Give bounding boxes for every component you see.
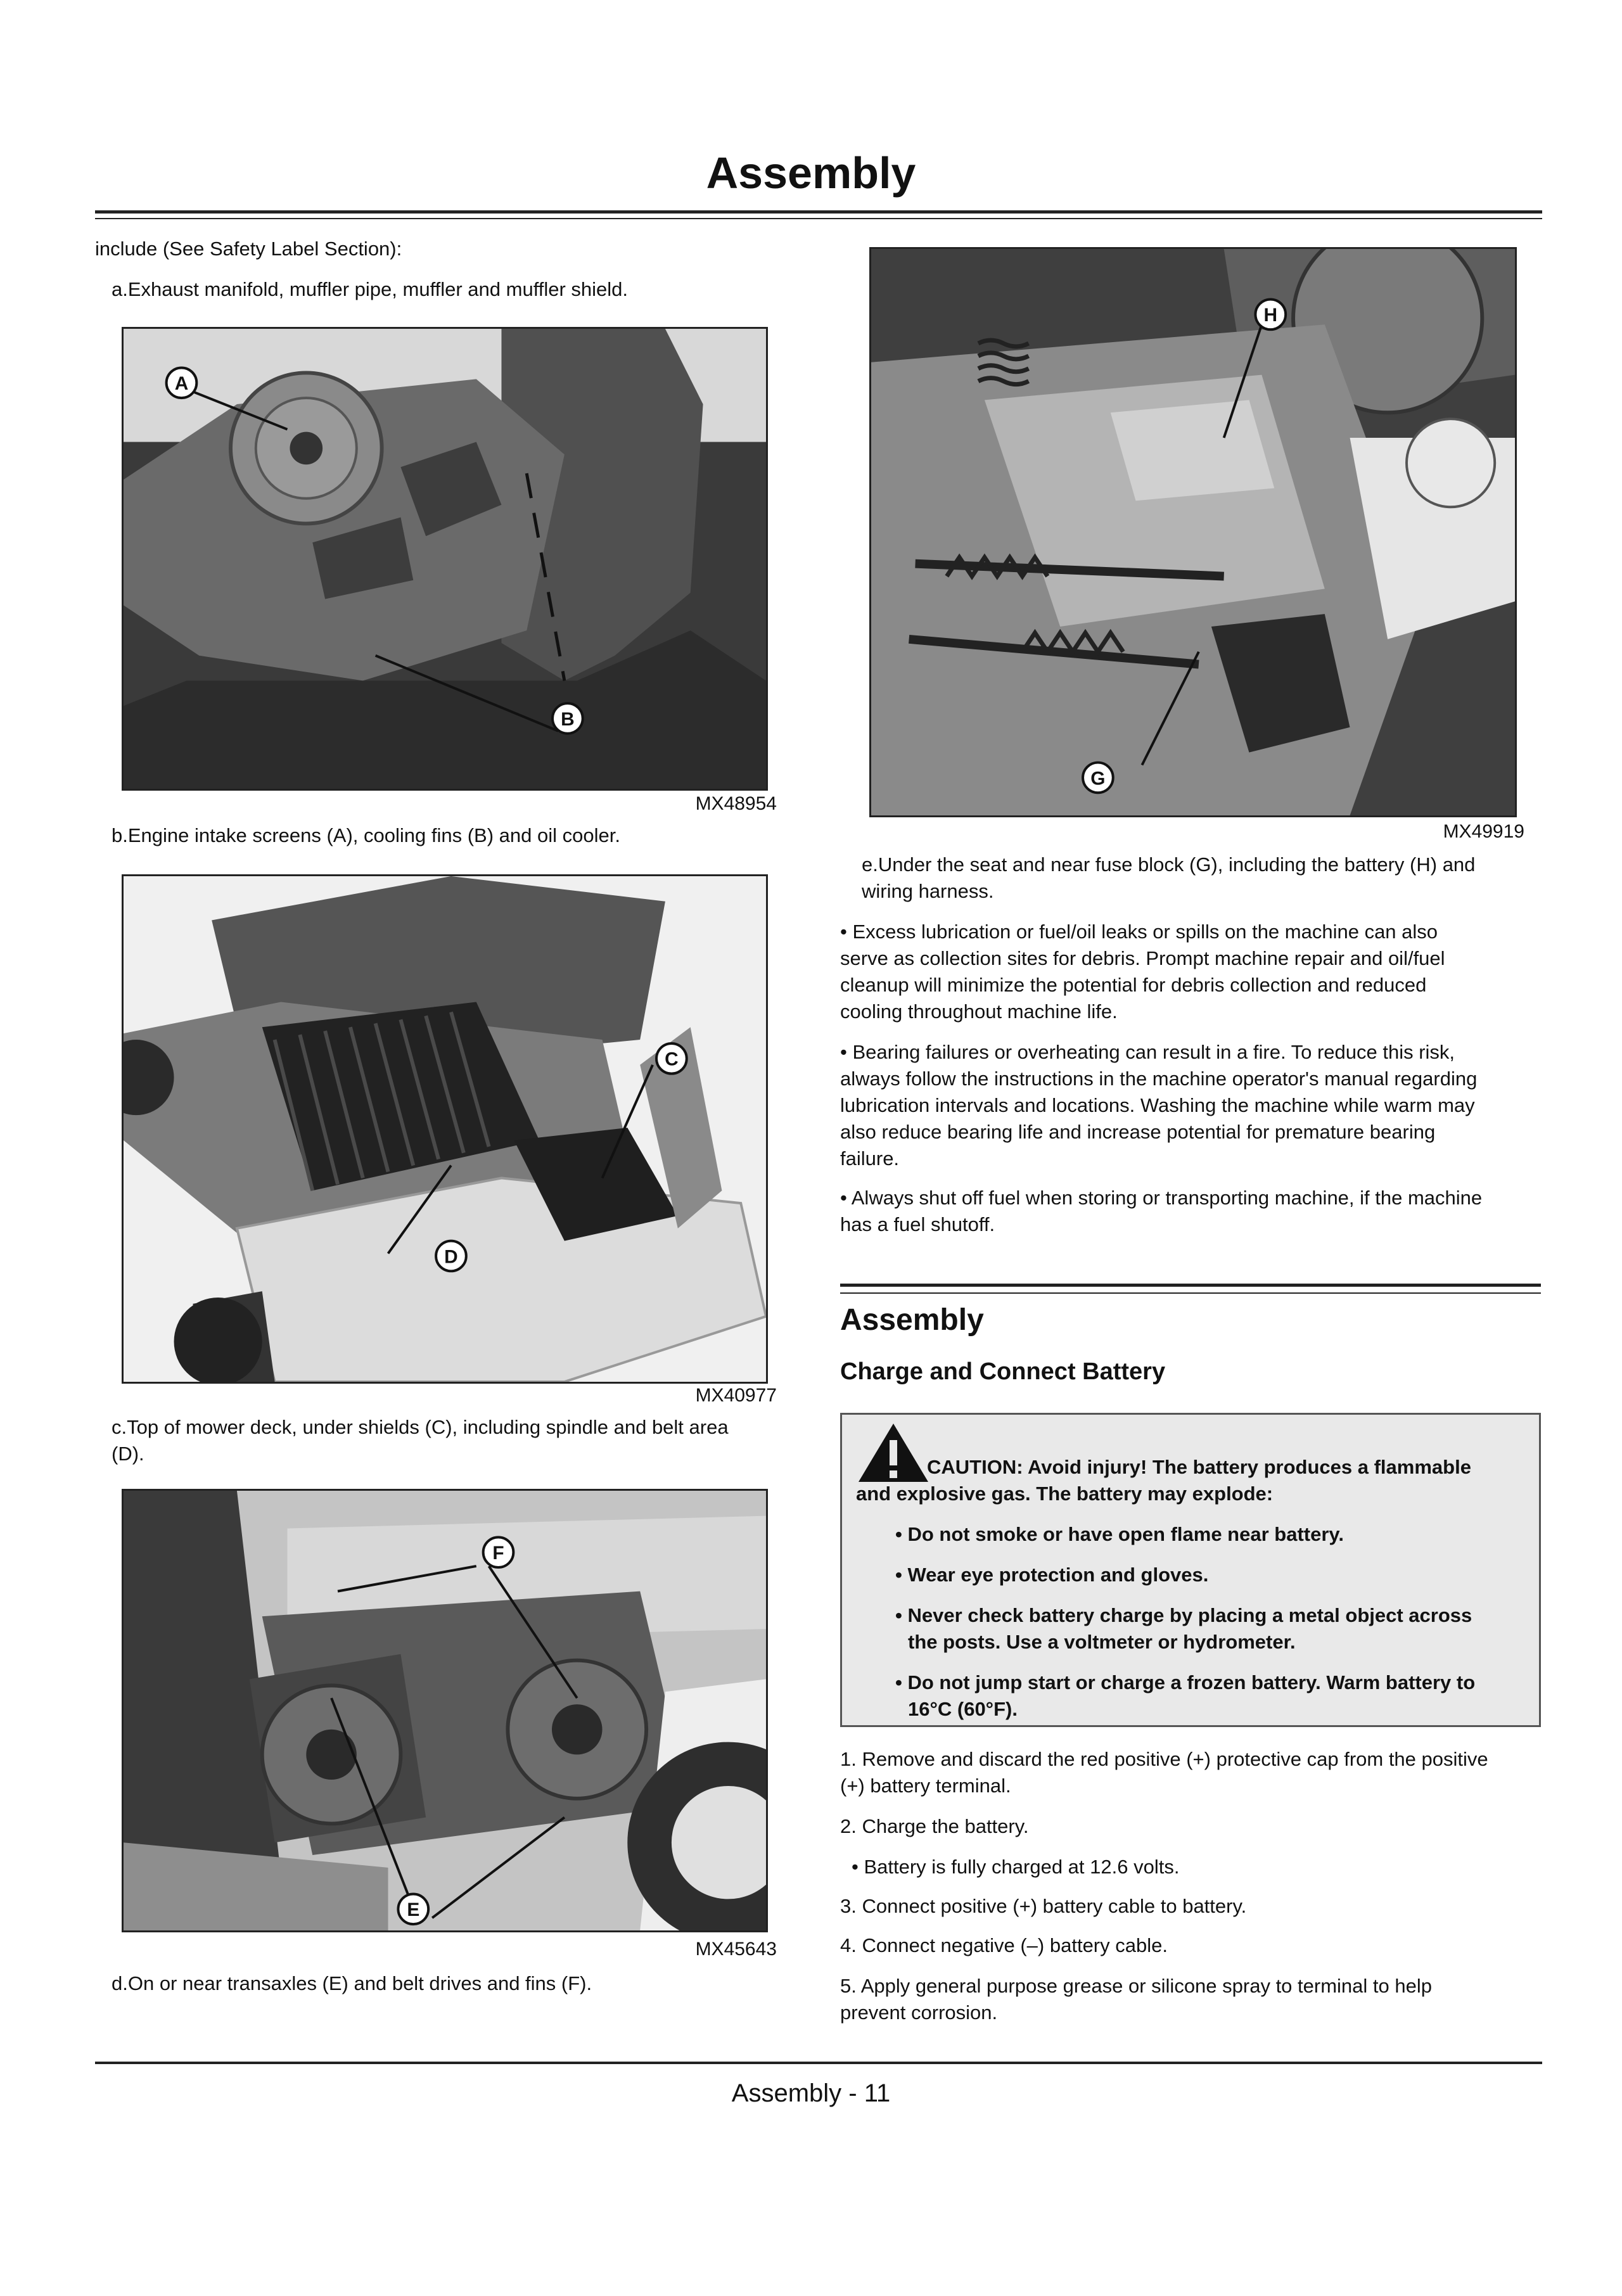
item-e-text-cont: wiring harness. <box>862 880 994 902</box>
step-4: 4. Connect negative (–) battery cable. <box>840 1934 1168 1956</box>
step-3: 3. Connect positive (+) battery cable to battery. <box>840 1895 1247 1917</box>
callout-c: C <box>665 1049 679 1070</box>
item-e-text: e.Under the seat and near fuse block (G), including the battery (H) and <box>862 853 1476 876</box>
step-5-cont: prevent corrosion. <box>840 2001 998 2024</box>
caution-bullet: • Wear eye protection and gloves. <box>895 1564 1209 1586</box>
bullet-line: • Excess lubrication or fuel/oil leaks or spills on the machine can also <box>840 921 1438 943</box>
under-seat-photo <box>869 247 1517 817</box>
intro-text: include (See Safety Label Section): <box>95 238 402 260</box>
under-seat-illustration <box>871 249 1515 815</box>
page-number: Assembly - 11 <box>731 2079 891 2107</box>
page-title: Assembly <box>706 148 916 198</box>
step-1-cont: (+) battery terminal. <box>840 1775 1011 1797</box>
caution-bullet-cont: the posts. Use a voltmeter or hydrometer. <box>908 1631 1296 1653</box>
bullet-line: cleanup will minimize the potential for debris collection and reduced <box>840 974 1427 996</box>
figure-caption: MX45643 <box>695 1939 777 1960</box>
item-a-text: a.Exhaust manifold, muffler pipe, muffler and muffler shield. <box>112 278 629 300</box>
callout-e: E <box>407 1899 420 1921</box>
step-5: 5. Apply general purpose grease or silicone spray to terminal to help <box>840 1975 1432 1997</box>
bullet-line: has a fuel shutoff. <box>840 1213 995 1235</box>
bullet-lubrication <box>840 919 1445 1025</box>
bullet-line: lubrication intervals and locations. Washing the machine while warm may <box>840 1094 1475 1116</box>
section-rule-thin <box>840 1292 1541 1294</box>
caution-bullet: • Do not jump start or charge a frozen battery. Warm battery to <box>895 1671 1476 1693</box>
item-d-text: d.On or near transaxles (E) and belt drives and fins (F). <box>112 1972 592 1994</box>
mower-deck-illustration <box>124 876 766 1382</box>
figure-caption: MX49919 <box>1443 821 1524 842</box>
bullet-line: serve as collection sites for debris. Prompt machine repair and oil/fuel <box>840 947 1445 969</box>
transaxle-photo <box>122 1489 768 1932</box>
bullet-line: failure. <box>840 1147 900 1170</box>
caution-box <box>840 1413 1541 1727</box>
bullet-fuel <box>840 1185 1482 1238</box>
caution-bullet: • Do not smoke or have open flame near battery. <box>895 1523 1344 1545</box>
caution-header: CAUTION: Avoid injury! The battery produces a flammable <box>927 1456 1471 1478</box>
bullet-line: cooling throughout machine life. <box>840 1000 1118 1023</box>
step-2-sub: • Battery is fully charged at 12.6 volts. <box>852 1856 1180 1878</box>
header-rule <box>95 210 1542 214</box>
warning-triangle-icon <box>856 1421 931 1484</box>
callout-f: F <box>492 1543 504 1564</box>
callout-d: D <box>444 1246 458 1268</box>
callout-b: B <box>561 708 575 730</box>
callout-a: A <box>174 373 189 395</box>
item-b-text: b.Engine intake screens (A), cooling fins (B) and oil cooler. <box>112 824 620 846</box>
callout-g: G <box>1090 768 1106 789</box>
engine-illustration <box>124 329 766 789</box>
caution-header-cont: and explosive gas. The battery may explode: <box>856 1483 1274 1505</box>
bullet-line: • Bearing failures or overheating can result in a fire. To reduce this risk, <box>840 1041 1455 1063</box>
header-rule-thin <box>95 218 1542 219</box>
callout-h: H <box>1263 305 1278 326</box>
bullet-line: • Always shut off fuel when storing or transporting machine, if the machine <box>840 1187 1483 1209</box>
mower-deck-photo <box>122 874 768 1384</box>
item-c-text: c.Top of mower deck, under shields (C), including spindle and belt area <box>112 1416 729 1438</box>
figure-caption: MX40977 <box>695 1385 777 1406</box>
engine-photo <box>122 327 768 791</box>
step-1: 1. Remove and discard the red positive (+) protective cap from the positive <box>840 1748 1488 1770</box>
bullet-line: always follow the instructions in the machine operator's manual regarding <box>840 1068 1478 1090</box>
footer-rule <box>95 2062 1542 2064</box>
section-heading: Assembly <box>840 1303 984 1337</box>
item-c-text-cont: (D). <box>112 1443 144 1465</box>
bullet-bearing <box>840 1039 1477 1172</box>
section-rule <box>840 1284 1541 1287</box>
transaxle-illustration <box>124 1491 766 1930</box>
caution-bullet-cont: 16°C (60°F). <box>908 1698 1018 1720</box>
figure-caption: MX48954 <box>695 793 777 814</box>
step-2: 2. Charge the battery. <box>840 1815 1029 1837</box>
subsection-heading: Charge and Connect Battery <box>840 1358 1166 1385</box>
bullet-line: also reduce bearing life and increase potential for premature bearing <box>840 1121 1436 1143</box>
caution-bullet: • Never check battery charge by placing a metal object across <box>895 1604 1472 1626</box>
